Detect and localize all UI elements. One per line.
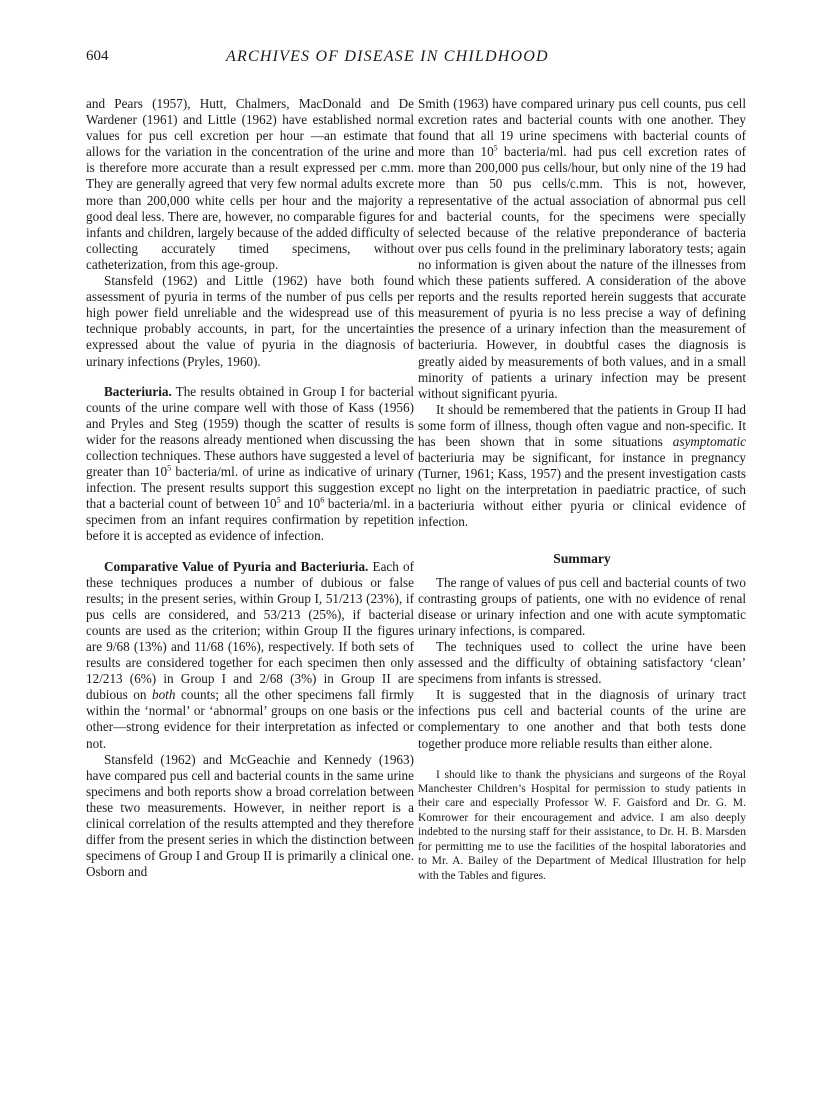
right-column [418,96,746,883]
summary-heading: Summary [553,550,611,566]
summary-paragraph: The techniques used to collect the urine have been assessed and the difficulty of obtaining satisfactory ‘clean’ specimens from infants is stressed. [418,639,746,687]
running-header [86,48,736,72]
paragraph: Stansfeld (1962) and Little (1962) have both found assessment of pyuria in terms of the number of pus cells per high power field unreliable and the widespread use of this technique probably accounts, in part, for the uncertainties expressed about the value of pyuria in the diagnosis of urinary infections (Pryles, 1960). [86,273,414,369]
section-heading-comparative-value: Comparative Value of Pyuria and Bacteriuria. [104,558,369,574]
paragraph: Smith (1963) have compared urinary pus cell counts, pus cell excretion rates and bacterial counts with one another. They found that all 19 urine specimens with bacterial counts of more than $10^5$ bacteria/ml. had pus cell excretion rates of more than 200,000 pus cells/hour, but only nine of the 19 had more than 50 pus cells/c.mm. This is not, however, representative of the actual association of abnormal pus cell and bacterial counts, for the specimens were specially selected because of the relative preponderance of bacteria over pus cells found in the preliminary laboratory tests; again no information is given about the nature of the illnesses from which these patients suffered. A consideration of the above reports and the results reported herein suggests that accurate measurement of pyuria is no less precise a way of defining the presence of a urinary infection than the measurement of bacteriuria. However, in doubtful cases the diagnosis is greatly aided by measurements of both values, and in a small minority of patients a urinary infection may be present without significant pyuria. [418,96,746,401]
page-number: 604 [86,48,109,64]
summary-paragraph: The range of values of pus cell and bacterial counts of two contrasting groups of patients, one with no evidence of renal disease or urinary infection and one with acute symptomatic urinary infections, is compared. [418,574,746,638]
paragraph: It should be remembered that the patients in Group II had some form of illness, though often vague and non-specific. It has been shown that in some situations asymptomatic bacteriuria may be significant, for instance in pregnancy (Turner, 1961; Kass, 1957) and the present investigation casts no light on the interpretation in paediatric practice, of such bacteriuria without either pyuria or clinical evidence of infection. [418,401,746,530]
summary-paragraph: It is suggested that in the diagnosis of urinary tract infections pus cell and bacterial counts of the urine are complementary to one another and that both tests done together produce more reliable results than either alone. [418,687,746,751]
paragraph-bacteriuria: Bacteriuria. The results obtained in Group I for bacterial counts of the urine compare well with those of Kass (1956) and Pryles and Steg (1959) though the scatter of results is wider for the reasons already mentioned when discussing the collection techniques. These authors have suggested a level of greater than $10^5$ bacteria/ml. of urine as indicative of urinary infection. The present results support this suggestion except that a bacterial count of between $10^5$ and $10^6$ bacteria/ml. in a specimen from an infant requires confirmation by repetition before it is accepted as evidence of infection. [86,383,414,544]
paragraph: and Pears (1957), Hutt, Chalmers, MacDonald and De Wardener (1961) and Little (1962) have established normal values for pus cell excretion per hour —an estimate that allows for the variation in the concentration of the urine and is therefore more accurate than a result expressed per c.mm. They are generally agreed that very few normal adults excrete more than 200,000 white cells per hour and the majority a good deal less. There are, however, no comparable figures for infants and children, largely because of the added difficulty of collecting accurately timed specimens, without catheterization, from this age-group. [86,96,414,272]
left-column [86,96,414,880]
section-heading-bacteriuria: Bacteriuria. [104,383,172,399]
acknowledgement: I should like to thank the physicians and surgeons of the Royal Manchester Children’s Hospital for permission to study patients in their care and especially Professor W. F. Gaisford and Dr. G. M. Komrower for their encouragement and advice. I am also deeply indebted to the nursing staff for their assistance, to Dr. H. B. Marsden for permitting me to use the facilities of the hospital laboratories and to Mr. A. Bailey of the Department of Medical Illustration for help with the Tables and figures. [418,767,746,882]
paragraph-comparative-value: Comparative Value of Pyuria and Bacteriuria. Each of these techniques produces a number of dubious or false results; in the present series, within Group I, 51/213 (23%), if pus cells are considered, and 53/213 (25%), if bacterial counts are used as the criterion; within Group II the figures are 9/68 (13%) and 11/68 (16%), respectively. If both sets of results are considered together for each specimen then only 12/213 (6%) in Group I and 2/68 (3%) in Group II are dubious on both counts; all the other specimens fall firmly within the ‘normal’ or ‘abnormal’ groups on one basis or the other—strong evidence for their interpretation as infected or not. [86,558,415,751]
paragraph: Stansfeld (1962) and McGeachie and Kennedy (1963) have compared pus cell and bacterial counts in the same urine specimens and both reports show a broad correlation between these two measurements. However, in neither report is a clinical correlation of the results attempted and they therefore differ from the present series in which the distinction between specimens of Group I and Group II is primarily a clinical one. Osborn and [86,751,414,880]
journal-title: ARCHIVES OF DISEASE IN CHILDHOOD [226,48,549,65]
